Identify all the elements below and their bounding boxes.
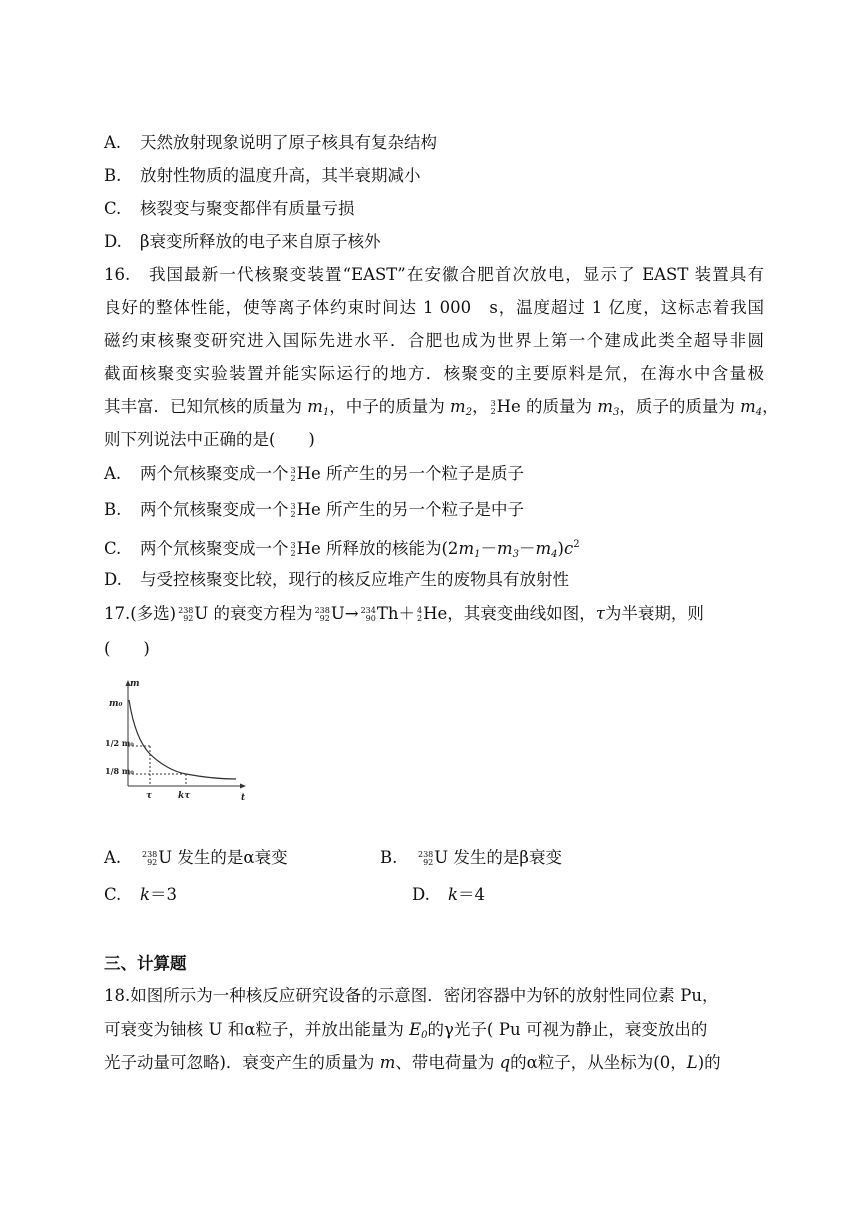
q16-option-c[interactable]: C. 两个氘核聚变成一个 3 2 He 所释放的核能为$(2m_1-m_3-m_4)c^2$ (104, 539, 580, 560)
he3-isotope: 3 2 (290, 540, 296, 558)
y-axis-label: m (130, 679, 140, 689)
x-label-ktau: kτ (178, 791, 191, 801)
q17-stem-line-1: 17.(多选) 238 92 U 的衰变方程为 238 92 U→ 234 90 Th＋ 4 2 He，其衰变曲线如图，τ为半衰期，则 (104, 604, 704, 623)
pu-isotope (495, 1023, 498, 1039)
he3-isotope: 3 2 (290, 501, 296, 519)
q15-option-b[interactable]: B. 放射性物质的温度升高，其半衰期减小 (104, 166, 421, 185)
q16-stem-line-5: 其丰富．已知氘核的质量为 $m_1$，中子的质量为 $m_2$， 3 2 He 的质量为 $m_3$，质子的质量为 $m_4$， (104, 397, 779, 418)
q17-option-a[interactable]: A. 238 92 U 发生的是α衰变 (104, 848, 288, 867)
section-title: 三、计算题 (104, 954, 187, 973)
x-label-tau: τ (146, 791, 153, 801)
q17-option-d[interactable]: D. k＝4 (412, 885, 485, 904)
u238-isotope: 238 92 (142, 849, 158, 867)
q16-option-d[interactable]: D. 与受控核聚变比较，现行的核反应堆产生的废物具有放射性 (104, 570, 569, 589)
y-label-eighth-m0: 1/8 m₀ (105, 766, 134, 776)
q18-stem-line-3: 光子动量可忽略)．衰变产生的质量为 m、带电荷量为 q的α粒子，从坐标为(0，L)的 (104, 1053, 721, 1072)
q17-option-b[interactable]: B. 238 92 U 发生的是β衰变 (380, 848, 562, 867)
q15-option-c[interactable]: C. 核裂变与聚变都伴有质量亏损 (104, 199, 355, 218)
he3-isotope: 3 2 (290, 465, 296, 483)
decay-curve-figure (104, 676, 260, 806)
q16-stem-line-1: 16. 我国最新一代核聚变装置“EAST”在安徽合肥首次放电，显示了 EAST 装置具有 (104, 265, 764, 284)
q18-stem-line-1: 18.如图所示为一种核反应研究设备的示意图．密闭容器中为钚的放射性同位素 Pu， (104, 986, 719, 1005)
y-label-half-m0: 1/2 m₀ (105, 738, 134, 748)
pu-isotope (677, 989, 680, 1005)
x-axis-arrow (240, 784, 246, 789)
th234-isotope: 234 90 (360, 605, 376, 623)
q16-option-b[interactable]: B. 两个氘核聚变成一个 3 2 He 所产生的另一个粒子是中子 (104, 500, 524, 519)
u-isotope (205, 1023, 208, 1039)
q16-option-a[interactable]: A. 两个氘核聚变成一个 3 2 He 所产生的另一个粒子是质子 (104, 464, 524, 483)
u238-isotope: 238 92 (418, 849, 434, 867)
q15-option-a[interactable]: A. 天然放射现象说明了原子核具有复杂结构 (104, 133, 437, 152)
q16-stem-line-3: 磁约束核聚变研究进入国际先进水平．合肥也成为世界上第一个建成此类全超导非圆 (104, 331, 764, 350)
q16-stem-line-4: 截面核聚变实验装置并能实际运行的地方．核聚变的主要原料是氘，在海水中含量极 (104, 364, 764, 383)
he4-isotope: 4 2 (417, 605, 423, 623)
q15-option-d[interactable]: D. β衰变所释放的电子来自原子核外 (104, 232, 381, 251)
q16-stem-line-2: 良好的整体性能，使等离子体约束时间达 1 000 s，温度超过 1 亿度，这标志着我国 (104, 298, 764, 317)
q17-answer-paren: ( ) (104, 639, 150, 658)
u238-isotope: 238 92 (314, 605, 330, 623)
u238-isotope: 238 92 (178, 605, 194, 623)
he3-isotope: 3 2 (490, 398, 496, 416)
x-axis-label: t (241, 793, 246, 803)
y-label-m0: m₀ (109, 699, 123, 709)
q16-stem-line-6: 则下列说法中正确的是( ) (104, 430, 315, 449)
decay-curve (129, 700, 236, 779)
q17-option-c[interactable]: C. k＝3 (104, 885, 177, 904)
q18-stem-line-2: 可衰变为铀核 U 和α粒子，并放出能量为 $E_0$的γ光子( Pu 可视为静止，衰变放出的 (104, 1020, 708, 1041)
